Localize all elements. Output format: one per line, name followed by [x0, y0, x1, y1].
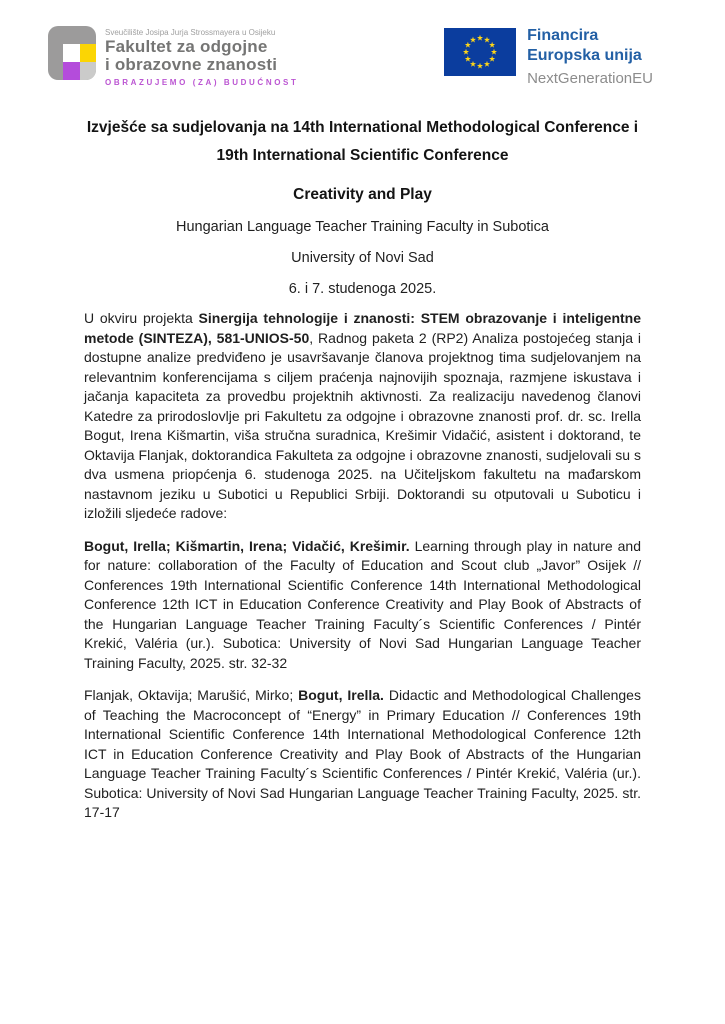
document-body	[0, 114, 725, 823]
logo-square-white	[63, 44, 80, 62]
logo-square-purple	[63, 62, 80, 80]
faculty-name-line2: i obrazovne znanosti	[105, 55, 278, 75]
reference-2-text: Didactic and Methodological Challenges of Teaching the Macroconcept of “Energy” in Primary Education // Conferences 19th International Scientific Conference 14th International Methodological Conference 12th ICT in Education Conference Creativity and Play Book of Abstracts of the Hungarian Language Teacher Training Faculty´s Scientific Conferences / Pintér Krekić, Valéria (ur.). Subotica: University of Novi Sad Hungarian Language Teacher Training Faculty, 2025. str. 17-17	[84, 687, 641, 821]
eu-logo-text	[527, 26, 653, 88]
faculty-logo-icon	[48, 26, 96, 80]
report-title	[84, 114, 641, 170]
header-logos	[0, 0, 725, 88]
university-line: University of Novi Sad	[291, 250, 434, 267]
report-title-line2: 19th International Scientific Conference	[216, 147, 509, 165]
eu-funding-logo	[444, 26, 653, 88]
logo-square-gray	[80, 62, 96, 80]
p1-project-name-bold: Sinergija tehnologije i znanosti: STEM obrazovanje i inteligentne metode (SINTEZA), 581-UNIOS-50	[84, 310, 641, 346]
faculty-logo-text	[105, 26, 298, 87]
faculty-logo	[48, 26, 298, 87]
reference-entry-2	[84, 686, 641, 823]
date-line: 6. i 7. studenoga 2025.	[288, 281, 437, 298]
eu-funding-line2: Europska unija	[527, 47, 642, 65]
eu-flag-icon	[444, 28, 516, 76]
p1-text-pre: U okviru projekta	[84, 310, 199, 327]
logo-square-yellow	[80, 44, 96, 62]
report-title-line1: Izvješće sa sudjelovanja na 14th International Methodological Conference i	[86, 119, 639, 137]
reference-entry-1	[84, 537, 641, 674]
reference-1-text: Learning through play in nature and for nature: collaboration of the Faculty of Education and Scout club „Javor” Osijek // Conferences 19th International Scientific Conference 14th International Methodological Conference 12th ICT in Education Conference Creativity and Play Book of Abstracts of the Hungarian Language Teacher Training Faculty´s Scientific Conferences / Pintér Krekić, Valéria (ur.). Subotica: University of Novi Sad Hungarian Language Teacher Training Faculty, 2025. str. 32-32	[84, 537, 641, 671]
faculty-name-line1: Fakultet za odgojne	[105, 37, 268, 56]
venue-line: Hungarian Language Teacher Training Faculty in Subotica	[176, 219, 549, 236]
eu-funding-line1: Financira	[527, 27, 599, 44]
university-name-line: Sveučilište Josipa Jurja Strossmayera u Osijeku	[105, 28, 276, 37]
p1-text-post: , Radnog paketa 2 (RP2) Analiza postojećeg stanja i dostupne analize predviđeno je usavršavanje članova projektnog tima sudjelovanjem na relevantnim konferencijama s ciljem praćenja najnovijih spoznaja, razmjene iskustava i jačanja kapaciteta za provedbu projektnih aktivnosti. Za realizaciju navedenog članovi Katedre za prirodoslovlje pri Fakultetu za odgojne i obrazovne znanosti prof. dr. sc. Irella Bogut, Irena Kišmartin, viša stručna suradnica, Krešimir Vidačić, asistent i doktorand, te Oktavija Flanjak, doktorandica Fakulteta za odgojne i obrazovne znanosti, sudjelovali su s dva usmena priopćenja 6. studenoga 2025. na Učiteljskom fakultetu na mađarskom nastavnom jeziku u Subotici u Republici Srbiji. Doktorandi su otputovali u Suboticu i izložili sljedeće radove:	[84, 329, 641, 522]
paragraph-project-description	[84, 309, 641, 524]
eu-funding-line3: NextGenerationEU	[527, 69, 653, 87]
reference-1-authors-bold: Bogut, Irella; Kišmartin, Irena; Vidačić, Krešimir.	[84, 537, 410, 554]
reference-2-authors-pre: Flanjak, Oktavija; Marušić, Mirko;	[84, 687, 299, 704]
reference-2-author-bold: Bogut, Irella.	[298, 687, 384, 704]
conference-theme: Creativity and Play	[293, 186, 432, 204]
faculty-tagline: OBRAZUJEMO (ZA) BUDUĆNOST	[105, 77, 299, 87]
